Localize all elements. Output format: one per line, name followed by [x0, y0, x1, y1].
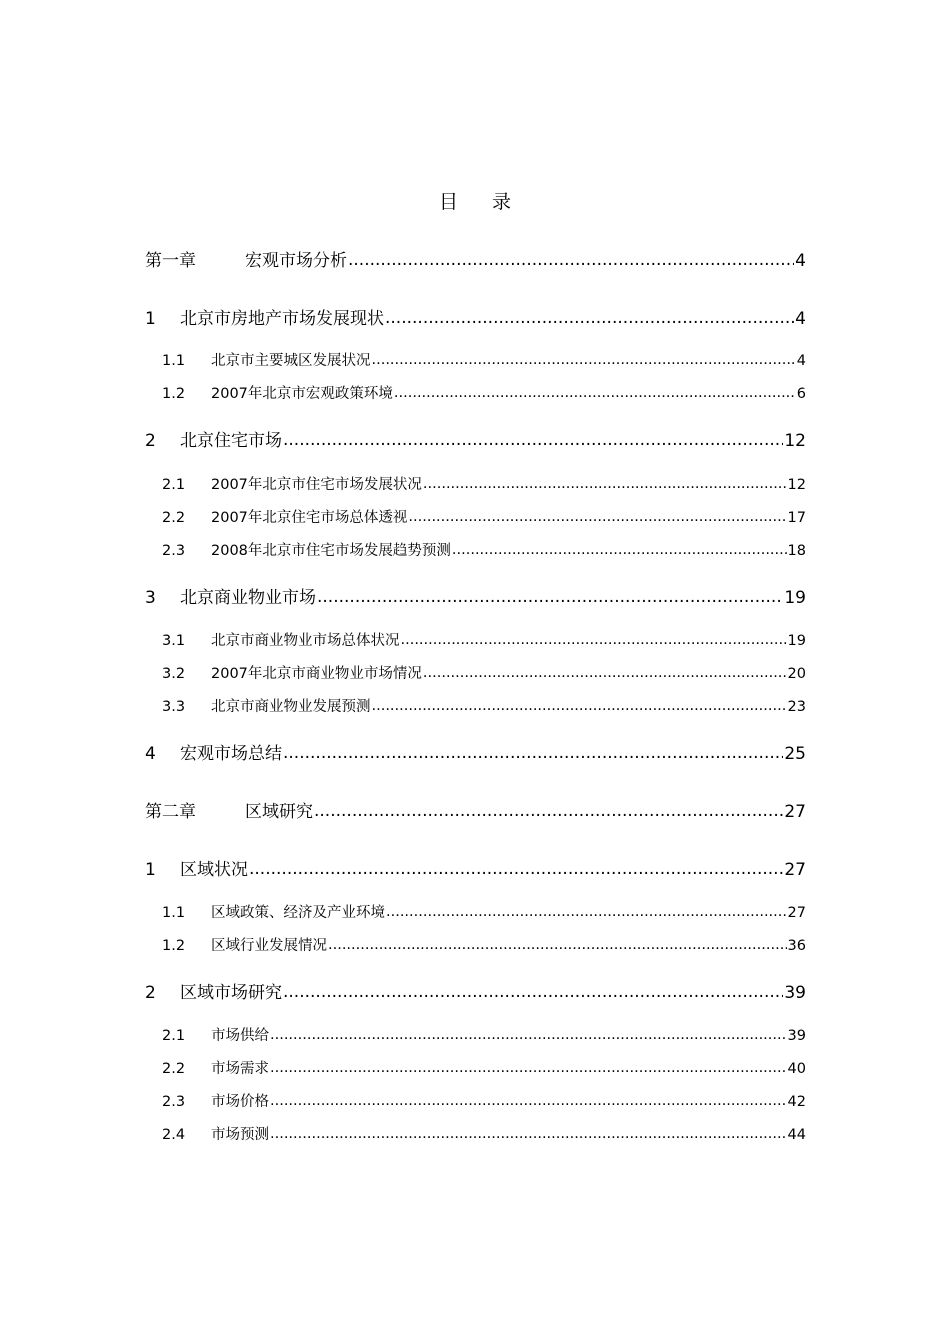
toc-entry-page: 4 — [796, 353, 806, 369]
toc-entry-number: 1.2 — [162, 938, 186, 954]
toc-entry-number: 3.3 — [162, 699, 186, 715]
toc-entry[interactable] — [145, 1024, 806, 1045]
toc-entry-number: 2.1 — [162, 477, 186, 493]
toc-entry[interactable] — [145, 583, 806, 608]
toc-entry[interactable] — [145, 739, 806, 764]
toc-entry-number: 2.3 — [162, 543, 186, 559]
toc-dot-leader — [328, 937, 787, 953]
toc-entry[interactable] — [145, 934, 806, 955]
toc-entry[interactable] — [145, 662, 806, 683]
toc-entry[interactable] — [145, 695, 806, 716]
toc-dot-leader — [423, 665, 787, 681]
toc-entry-page: 27 — [784, 802, 806, 822]
toc-entry-page: 36 — [787, 938, 806, 954]
toc-dot-leader — [372, 352, 796, 368]
toc-entry[interactable] — [145, 246, 806, 271]
toc-entry[interactable] — [145, 901, 806, 922]
toc-title: 目 录 — [438, 191, 526, 213]
toc-entry-page: 39 — [784, 983, 806, 1003]
toc-entry-label: 北京市主要城区发展状况 — [211, 353, 371, 369]
toc-entry-number: 2 — [145, 431, 156, 451]
toc-entry-label: 区域状况 — [180, 860, 248, 880]
toc-entry[interactable] — [145, 797, 806, 822]
toc-entry-number: 2.4 — [162, 1127, 186, 1143]
toc-entry-label: 区域政策、经济及产业环境 — [211, 905, 385, 921]
toc-entry[interactable] — [145, 382, 806, 403]
toc-entry-label: 北京住宅市场 — [180, 431, 282, 451]
toc-entry[interactable] — [145, 978, 806, 1003]
toc-dot-leader — [314, 801, 783, 821]
toc-entry-page: 20 — [787, 666, 806, 682]
toc-entry-number: 1.1 — [162, 905, 186, 921]
toc-entry-label: 区域行业发展情况 — [211, 938, 327, 954]
toc-entry-label: 2008年北京市住宅市场发展趋势预测 — [211, 543, 451, 559]
toc-entry-label: 2007年北京住宅市场总体透视 — [211, 510, 408, 526]
toc-entry[interactable] — [145, 473, 806, 494]
toc-dot-leader — [423, 476, 787, 492]
toc-entry-label: 2007年北京市住宅市场发展状况 — [211, 477, 422, 493]
toc-entry[interactable] — [145, 426, 806, 451]
toc-entry-number: 2.3 — [162, 1094, 186, 1110]
toc-entry-page: 12 — [787, 477, 806, 493]
toc-entry-number: 2.2 — [162, 510, 186, 526]
toc-entry[interactable] — [145, 506, 806, 527]
toc-entry[interactable] — [145, 629, 806, 650]
toc-entry-page: 18 — [787, 543, 806, 559]
toc-dot-leader — [317, 587, 783, 607]
toc-entry[interactable] — [145, 304, 806, 329]
toc-entry-page: 27 — [784, 860, 806, 880]
toc-dot-leader — [283, 743, 783, 763]
toc-dot-leader — [401, 632, 787, 648]
toc-entry-number: 2 — [145, 983, 156, 1003]
toc-entry-label: 市场需求 — [211, 1061, 269, 1077]
toc-entry-page: 17 — [787, 510, 806, 526]
toc-dot-leader — [348, 250, 794, 270]
toc-dot-leader — [270, 1027, 787, 1043]
toc-dot-leader — [385, 308, 794, 328]
toc-dot-leader — [394, 385, 796, 401]
toc-entry-page: 40 — [787, 1061, 806, 1077]
toc-entry-label: 宏观市场分析 — [245, 251, 347, 271]
toc-entry-page: 12 — [784, 431, 806, 451]
toc-entry-page: 4 — [795, 251, 806, 271]
toc-entry-page: 27 — [787, 905, 806, 921]
toc-dot-leader — [270, 1093, 787, 1109]
toc-entry-number: 1 — [145, 309, 156, 329]
toc-entry-number: 第二章 — [145, 802, 196, 822]
toc-entry-page: 23 — [787, 699, 806, 715]
toc-entry-page: 39 — [787, 1028, 806, 1044]
toc-entry-number: 1.1 — [162, 353, 186, 369]
toc-entry-label: 市场预测 — [211, 1127, 269, 1143]
toc-entry-label: 区域研究 — [245, 802, 313, 822]
toc-dot-leader — [408, 509, 786, 525]
toc-entry-number: 1.2 — [162, 386, 186, 402]
toc-entry-number: 4 — [145, 744, 156, 764]
toc-dot-leader — [270, 1060, 787, 1076]
toc-entry-label: 2007年北京市宏观政策环境 — [211, 386, 393, 402]
toc-entry-page: 25 — [784, 744, 806, 764]
toc-entry-label: 北京市商业物业市场总体状况 — [211, 633, 400, 649]
toc-entry[interactable] — [145, 855, 806, 880]
toc-entry[interactable] — [145, 1123, 806, 1144]
toc-entry[interactable] — [145, 1057, 806, 1078]
toc-dot-leader — [452, 542, 787, 558]
toc-entry-page: 44 — [787, 1127, 806, 1143]
toc-entry-number: 3.1 — [162, 633, 186, 649]
toc-entry-number: 1 — [145, 860, 156, 880]
toc-entry-page: 6 — [796, 386, 806, 402]
toc-entry[interactable] — [145, 1090, 806, 1111]
toc-entry-label: 市场供给 — [211, 1028, 269, 1044]
toc-entry-number: 3 — [145, 588, 156, 608]
toc-entry-page: 42 — [787, 1094, 806, 1110]
toc-entry[interactable] — [145, 539, 806, 560]
toc-entry-label: 宏观市场总结 — [180, 744, 282, 764]
toc-dot-leader — [249, 859, 783, 879]
toc-entry-label: 区域市场研究 — [180, 983, 282, 1003]
toc-entry-page: 4 — [795, 309, 806, 329]
toc-entry-label: 北京商业物业市场 — [180, 588, 316, 608]
toc-entry-label: 北京市商业物业发展预测 — [211, 699, 371, 715]
toc-entry-number: 2.1 — [162, 1028, 186, 1044]
toc-entry-label: 市场价格 — [211, 1094, 269, 1110]
toc-entry-label: 北京市房地产市场发展现状 — [180, 309, 384, 329]
toc-dot-leader — [372, 698, 787, 714]
toc-entry-label: 2007年北京市商业物业市场情况 — [211, 666, 422, 682]
toc-entry-number: 3.2 — [162, 666, 186, 682]
toc-dot-leader — [283, 430, 783, 450]
toc-dot-leader — [283, 982, 783, 1002]
toc-entry-number: 第一章 — [145, 251, 196, 271]
toc-entry-page: 19 — [784, 588, 806, 608]
toc-dot-leader — [270, 1126, 787, 1142]
toc-entry[interactable] — [145, 349, 806, 370]
toc-entry-page: 19 — [787, 633, 806, 649]
toc-dot-leader — [386, 904, 787, 920]
toc-entry-number: 2.2 — [162, 1061, 186, 1077]
